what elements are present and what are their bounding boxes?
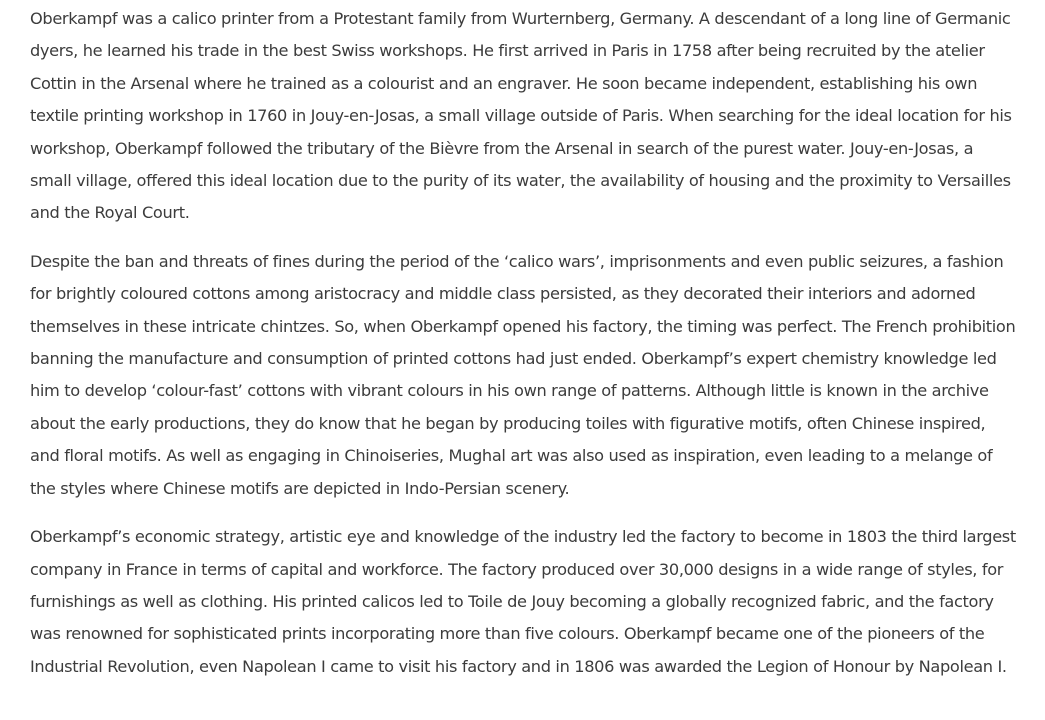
paragraph-calico-wars: Despite the ban and threats of fines during the period of the ‘calico wars’, imprisonments and even public seizures, a fashion for brightly coloured cottons among aristocracy and middle class persisted, as they decorated their interiors and adorned themselves in these intricate chintzes. So, when Oberkampf opened his factory, the timing was perfect. The French prohibition banning the manufacture and consumption of printed cottons had just ended. Oberkampf’s expert chemistry knowledge led him to develop ‘colour-fast’ cottons with vibrant colours in his own range of patterns. Although little is known in the archive about the early productions, they do know that he began by producing toiles with figurative motifs, often Chinese inspired, and floral motifs. As well as engaging in Chinoiseries, Mughal art was also used as inspiration, even leading to a melange of the styles where Chinese motifs are depicted in Indo-Persian scenery. (30, 251, 1016, 498)
paragraph-economic-strategy: Oberkampf’s economic strategy, artistic eye and knowledge of the industry led the factory to become in 1803 the third largest company in France in terms of capital and workforce. The factory produced over 30,000 designs in a wide range of styles, for furnishings as well as clothing. His printed calicos led to Toile de Jouy becoming a globally recognized fabric, and the factory was renowned for sophisticated prints incorporating more than five colours. Oberkampf became one of the pioneers of the Industrial Revolution, even Napolean I came to visit his factory and in 1806 was awarded the Legion of Honour by Napolean I. (30, 527, 1016, 676)
article-body (30, 3, 1016, 683)
paragraph-origins: Oberkampf was a calico printer from a Protestant family from Wurternberg, Germany. A descendant of a long line of Germanic dyers, he learned his trade in the best Swiss workshops. He first arrived in Paris in 1758 after being recruited by the atelier Cottin in the Arsenal where he trained as a colourist and an engraver. He soon became independent, establishing his own textile printing workshop in 1760 in Jouy-en-Josas, a small village outside of Paris. When searching for the ideal location for his workshop, Oberkampf followed the tributary of the Bièvre from the Arsenal in search of the purest water. Jouy-en-Josas, a small village, offered this ideal location due to the purity of its water, the availability of housing and the proximity to Versailles and the Royal Court. (30, 9, 1012, 223)
